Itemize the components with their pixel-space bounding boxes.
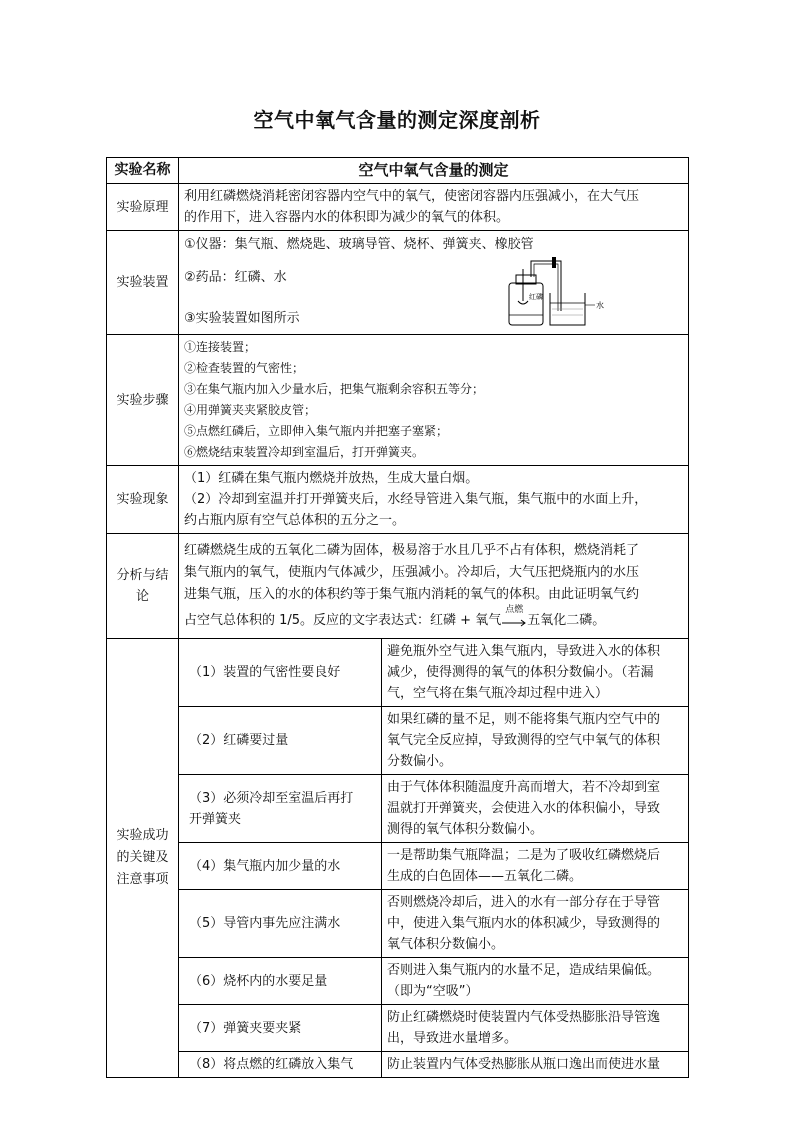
key-reason-7: 防止红磷燃烧时使装置内气体受热膨胀沿导管逸 出，导致进水量增多。 — [382, 1005, 689, 1052]
apparatus-item-3: ③实验装置如图所示 — [184, 311, 300, 326]
step-item-2: ②检查装置的气密性； — [184, 361, 305, 375]
key-row-3 — [107, 775, 689, 843]
phenomena-content — [179, 466, 689, 534]
page-title: 空气中氧气含量的测定深度剖析 — [253, 108, 541, 132]
key-row-2 — [107, 707, 689, 775]
analysis-label: 分析与结 论 — [107, 534, 179, 639]
key-reason-5: 否则燃烧冷却后，进入的水有一部分存在于导管 中，使进入集气瓶内水的体积减少，导致测得的 氧气体积分数偏小。 — [382, 890, 689, 958]
header-row — [107, 158, 689, 184]
analysis-line-3: 进集气瓶，压入的水的体积约等于集气瓶内消耗的氧气的体积。由此证明氧气约 — [184, 587, 640, 602]
analysis-content — [179, 534, 689, 639]
phenomena-row — [107, 466, 689, 534]
key-row-7 — [107, 1005, 689, 1052]
analysis-line-2: 集气瓶内的氧气，使瓶内气体减少，压强减小。冷却后，大气压把烧瓶内的水压 — [184, 565, 640, 580]
water-label: 水 — [596, 301, 605, 310]
step-item-5: ⑤点燃红磷后，立即伸入集气瓶内并把塞子塞紧； — [184, 424, 449, 438]
steps-content — [179, 335, 689, 466]
key-reason-1: 避免瓶外空气进入集气瓶内，导致进入水的体积 减少，使得测得的氧气的体积分数偏小。（若漏 气，空气将在集气瓶冷却过程中进入） — [382, 639, 689, 707]
key-reason-2: 如果红磷的量不足，则不能将集气瓶内空气中的 氧气完全反应掉，导致测得的空气中氧气的体积 分数偏小。 — [382, 707, 689, 775]
principle-content — [179, 184, 689, 231]
apparatus-diagram — [503, 255, 613, 331]
phenomenon-2-cont: 约占瓶内原有空气总体积的五分之一。 — [184, 513, 406, 528]
header-label: 实验名称 — [107, 158, 179, 184]
key-point-1: （1）装置的气密性要良好 — [179, 639, 382, 707]
phosphorus-label: 红磷 — [529, 293, 544, 301]
principle-line-2: 的作用下，进入容器内水的体积即为减少的氧气的体积。 — [184, 210, 510, 225]
apparatus-item-2: ②药品：红磷、水 — [184, 270, 287, 285]
key-point-5: （5）导管内事先应注满水 — [179, 890, 382, 958]
key-row-4 — [107, 843, 689, 890]
phenomenon-1: （1）红磷在集气瓶内燃烧并放热，生成大量白烟。 — [184, 471, 479, 486]
principle-label: 实验原理 — [107, 184, 179, 231]
step-item-1: ①连接装置； — [184, 340, 257, 354]
phenomenon-2: （2）冷却到室温并打开弹簧夹后，水经导管进入集气瓶，集气瓶中的水面上升， — [184, 492, 648, 507]
phenomena-label: 实验现象 — [107, 466, 179, 534]
key-row-1 — [107, 639, 689, 707]
key-row-5 — [107, 890, 689, 958]
keys-label: 实验成功 的关键及 注意事项 — [107, 639, 179, 1078]
key-row-8 — [107, 1052, 689, 1078]
steps-label: 实验步骤 — [107, 335, 179, 466]
key-point-6: （6）烧杯内的水要足量 — [179, 958, 382, 1005]
step-item-3: ③在集气瓶内加入少量水后，把集气瓶剩余容积五等分； — [184, 382, 485, 396]
key-point-2: （2）红磷要过量 — [179, 707, 382, 775]
key-reason-3: 由于气体体积随温度升高而增大，若不冷却到室 温就打开弹簧夹，会使进入水的体积偏小，导致 测得的氧气体积分数偏小。 — [382, 775, 689, 843]
analysis-line-1: 红磷燃烧生成的五氧化二磷为固体，极易溶于水且几乎不占有体积，燃烧消耗了 — [184, 543, 640, 558]
analysis-equation: 占空气总体积的 1/5。反应的文字表达式：红磷 + 氧气 点燃 五氧化二磷。 — [184, 604, 606, 628]
reaction-condition: 点燃 — [505, 604, 524, 615]
header-topic: 空气中氧气含量的测定 — [179, 158, 689, 184]
experiment-table — [106, 157, 689, 1078]
key-reason-4: 一是帮助集气瓶降温；二是为了吸收红磷燃烧后 生成的白色固体——五氧化二磷。 — [382, 843, 689, 890]
principle-row — [107, 184, 689, 231]
key-point-8: （8）将点燃的红磷放入集气 — [179, 1052, 382, 1078]
apparatus-row — [107, 231, 689, 335]
key-reason-8: 防止装置内气体受热膨胀从瓶口逸出而使进水量 — [382, 1052, 689, 1078]
steps-row — [107, 335, 689, 466]
apparatus-content — [179, 231, 689, 335]
principle-line-1: 利用红磷燃烧消耗密闭容器内空气中的氧气，使密闭容器内压强减小，在大气压 — [184, 189, 640, 204]
key-point-3: （3）必须冷却至室温后再打 开弹簧夹 — [179, 775, 382, 843]
key-point-7: （7）弹簧夹要夹紧 — [179, 1005, 382, 1052]
step-item-6: ⑥燃烧结束装置冷却到室温后，打开弹簧夹。 — [184, 445, 425, 459]
apparatus-label: 实验装置 — [107, 231, 179, 335]
apparatus-item-1: ①仪器：集气瓶、燃烧匙、玻璃导管、烧杯、弹簧夹、橡胶管 — [184, 237, 534, 252]
key-row-6 — [107, 958, 689, 1005]
key-reason-6: 否则进入集气瓶内的水量不足，造成结果偏低。 （即为“空吸”） — [382, 958, 689, 1005]
key-point-4: （4）集气瓶内加少量的水 — [179, 843, 382, 890]
step-item-4: ④用弹簧夹夹紧胶皮管； — [184, 403, 317, 417]
reaction-arrow — [501, 604, 527, 627]
analysis-row — [107, 534, 689, 639]
